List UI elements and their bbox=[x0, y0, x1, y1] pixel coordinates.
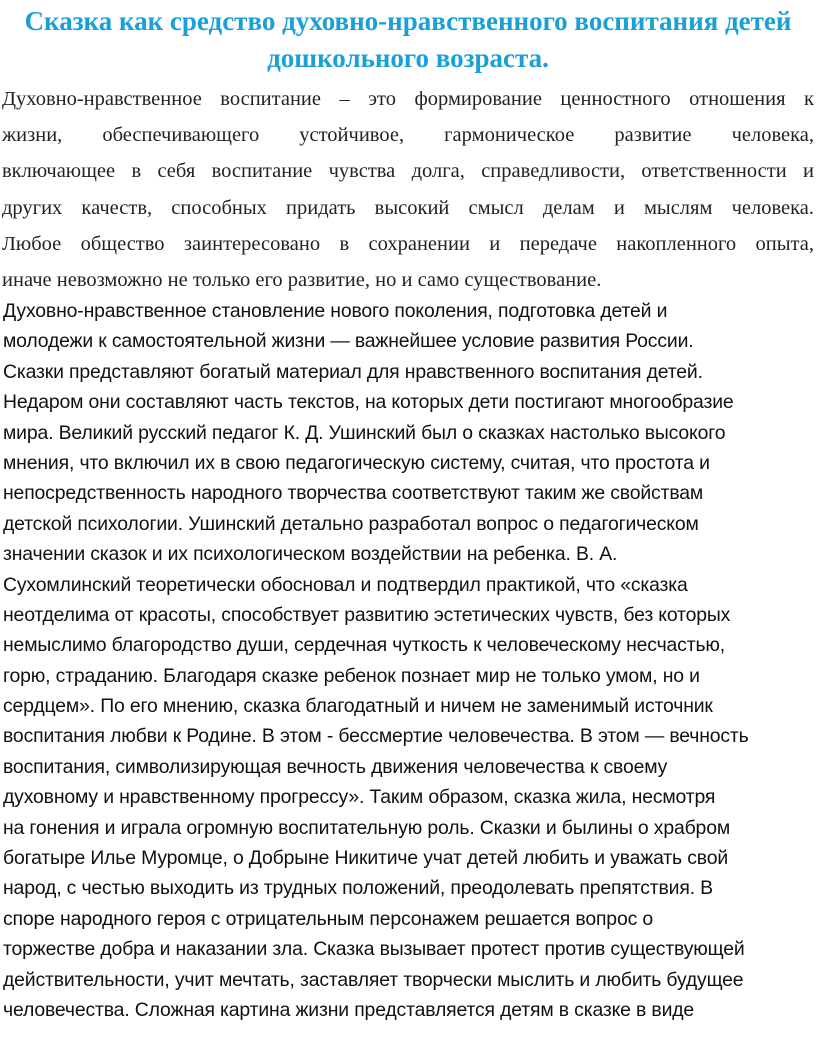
body-line: действительности, учит мечтать, заставляет творчески мыслить и любить будущее bbox=[3, 968, 744, 991]
body-line: народ, с честью выходить из трудных положений, преодолевать препятствия. В bbox=[3, 877, 713, 900]
body-line: немыслимо благородство души, сердечная чуткость к человеческому несчастью, bbox=[3, 634, 726, 657]
body-line: на гонения и играла огромную воспитательную роль. Сказки и былины о храбром bbox=[3, 816, 731, 839]
intro-line: других качеств, способных придать высокий смысл делам и мыслям человека. bbox=[2, 196, 814, 219]
body-line: Сказки представляют богатый материал для нравственного воспитания детей. bbox=[3, 360, 703, 383]
intro-line: Духовно-нравственное воспитание – это формирование ценностного отношения к bbox=[2, 88, 814, 110]
body-line: воспитания любви к Родине. В этом - бессмертие человечества. В этом — вечность bbox=[3, 725, 749, 748]
body-line: Духовно-нравственное становление нового поколения, подготовка детей и bbox=[3, 300, 668, 322]
body-line: воспитания, символизирующая вечность движения человечества к своему bbox=[3, 755, 668, 778]
body-line: непосредственность народного творчества соответствуют таким же свойствам bbox=[3, 482, 704, 505]
body-line: детской психологии. Ушинский детально разработал вопрос о педагогическом bbox=[3, 512, 699, 535]
body-paragraph bbox=[3, 296, 816, 1025]
intro-line: Любое общество заинтересовано в сохранении и передаче накопленного опыта, bbox=[2, 232, 814, 255]
body-line: мира. Великий русский педагог К. Д. Ушинский был о сказках настолько высокого bbox=[3, 421, 726, 444]
body-line: человечества. Сложная картина жизни представляется детям в сказке в виде bbox=[3, 998, 695, 1021]
title-line-2: дошкольного возраста. bbox=[267, 43, 549, 73]
title-line-1: Сказка как средство духовно-нравственного воспитания детей bbox=[24, 6, 792, 36]
body-line: мнения, что включил их в свою педагогическую систему, считая, что простота и bbox=[3, 451, 710, 474]
body-line: богатыре Илье Муромце, о Добрыне Никитиче учат детей любить и уважать свой bbox=[3, 847, 729, 870]
body-line: духовному и нравственному прогрессу». Таким образом, сказка жила, несмотря bbox=[3, 786, 716, 809]
body-line: споре народного героя с отрицательным персонажем решается вопрос о bbox=[3, 907, 653, 930]
intro-paragraph bbox=[2, 81, 814, 298]
body-line: неотделима от красоты, способствует развитию эстетических чувств, без которых bbox=[3, 603, 731, 626]
body-line: молодежи к самостоятельной жизни — важнейшее условие развития России. bbox=[3, 330, 694, 353]
body-line: горю, страданию. Благодаря сказке ребенок познает мир не только умом, но и bbox=[3, 664, 700, 687]
body-line: Недаром они составляют часть текстов, на которых дети постигают многообразие bbox=[3, 391, 734, 414]
body-line: сердцем». По его мнению, сказка благодатный и ничем не заменимый источник bbox=[3, 695, 713, 718]
body-line: Сухомлинский теоретически обосновал и подтвердил практикой, что «сказка bbox=[3, 573, 688, 596]
document-title bbox=[0, 3, 816, 77]
intro-line: включающее в себя воспитание чувства долга, справедливости, ответственности и bbox=[2, 160, 814, 183]
body-line: значении сказок и их психологическом воздействии на ребенка. В. А. bbox=[3, 543, 618, 566]
intro-line: жизни, обеспечивающего устойчивое, гармоническое развитие человека, bbox=[2, 124, 814, 147]
body-line: торжестве добра и наказании зла. Сказка вызывает протест против существующей bbox=[3, 938, 745, 961]
intro-line: иначе невозможно не только его развитие, но и само существование. bbox=[2, 268, 602, 291]
